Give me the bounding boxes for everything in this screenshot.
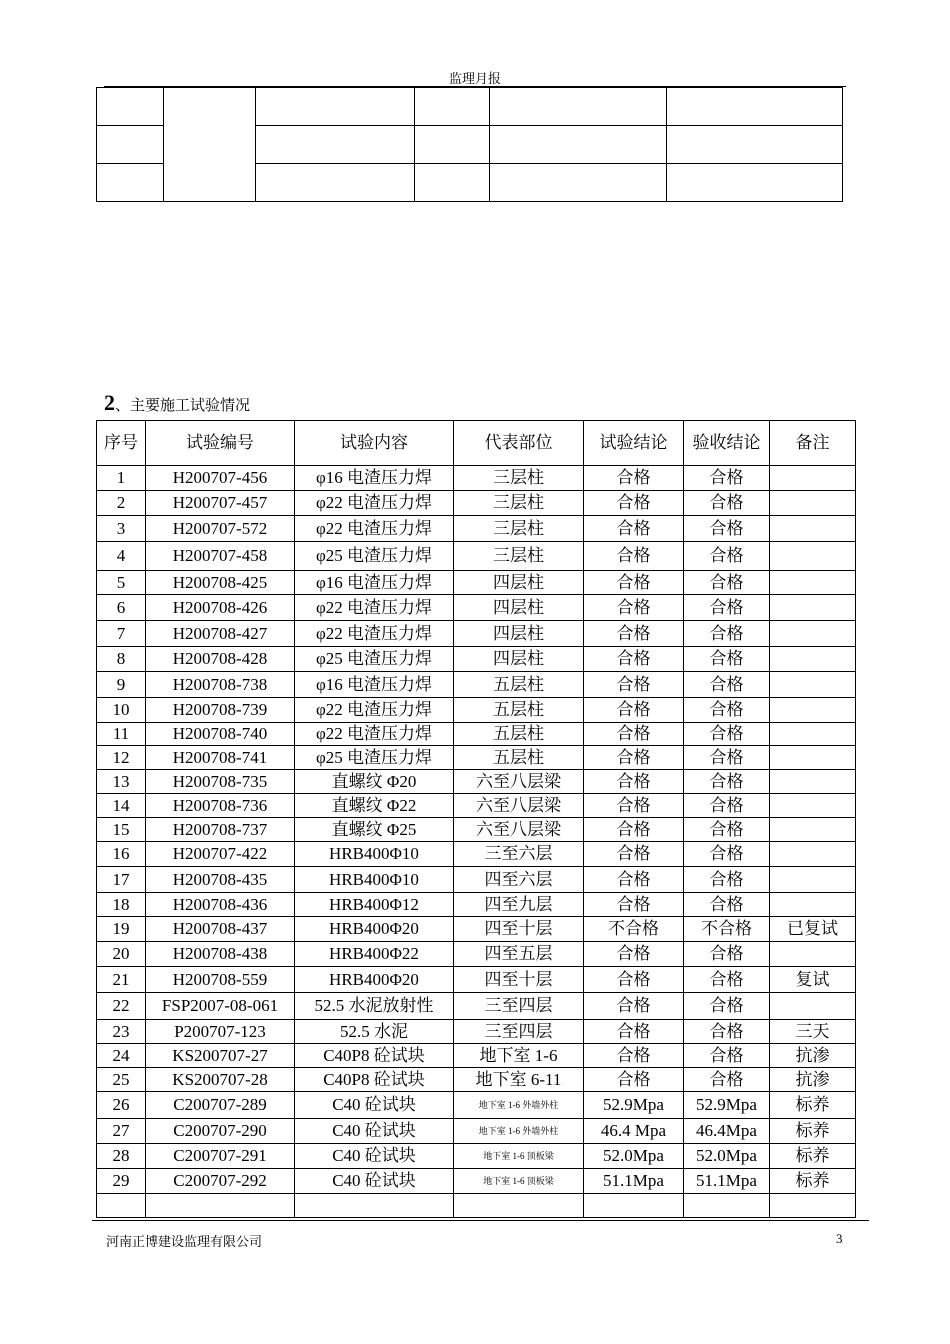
header-seq: 序号 <box>97 421 146 466</box>
cell-acceptance: 合格 <box>684 466 770 491</box>
cell-location: 地下室 1-6 顶板梁 <box>454 1144 584 1169</box>
cell-test-result: 合格 <box>584 723 684 746</box>
cell-location: 地下室 1-6 <box>454 1044 584 1068</box>
cell-remarks: 标养 <box>770 1169 856 1194</box>
cell-test-number: H200708-428 <box>146 647 295 672</box>
cell-test-number: H200708-438 <box>146 942 295 967</box>
cell-test-number: P200707-123 <box>146 1020 295 1044</box>
cell-acceptance: 合格 <box>684 1020 770 1044</box>
cell-acceptance: 合格 <box>684 867 770 893</box>
test-results-table <box>96 420 856 1218</box>
cell-test-number: H200708-739 <box>146 698 295 723</box>
cell-test-content: φ16 电渣压力焊 <box>295 466 454 491</box>
section-title: 、主要施工试验情况 <box>115 398 251 414</box>
cell-remarks <box>770 942 856 967</box>
cell-remarks <box>770 818 856 842</box>
cell-remarks <box>770 647 856 672</box>
cell-remarks: 抗渗 <box>770 1044 856 1068</box>
cell-test-number: H200707-458 <box>146 542 295 571</box>
cell-test-number: H200708-437 <box>146 917 295 942</box>
cell-acceptance: 合格 <box>684 672 770 698</box>
cell-acceptance: 合格 <box>684 893 770 917</box>
cell-seq: 11 <box>97 723 146 746</box>
cell-remarks <box>770 491 856 516</box>
cell-acceptance: 合格 <box>684 818 770 842</box>
cell-remarks <box>770 672 856 698</box>
cell-test-number: C200707-290 <box>146 1119 295 1144</box>
table-row <box>97 1144 856 1169</box>
table-row <box>97 818 856 842</box>
table-row <box>97 746 856 770</box>
cell-location: 四至九层 <box>454 893 584 917</box>
cell-location: 三层柱 <box>454 516 584 542</box>
table-row <box>97 1119 856 1144</box>
cell-test-result: 合格 <box>584 571 684 595</box>
cell-test-result: 合格 <box>584 1020 684 1044</box>
cell-seq: 17 <box>97 867 146 893</box>
cell-remarks <box>770 723 856 746</box>
empty-cell <box>490 164 667 202</box>
table-row <box>97 1020 856 1044</box>
table-row <box>97 723 856 746</box>
cell-acceptance: 合格 <box>684 1044 770 1068</box>
table-row <box>97 794 856 818</box>
cell-test-result: 合格 <box>584 770 684 794</box>
cell-test-content: HRB400Φ22 <box>295 942 454 967</box>
cell-test-result: 合格 <box>584 1044 684 1068</box>
cell-test-content: HRB400Φ10 <box>295 867 454 893</box>
cell-acceptance: 合格 <box>684 842 770 867</box>
empty-cell <box>584 1194 684 1218</box>
cell-test-number: H200708-425 <box>146 571 295 595</box>
continued-table-fragment <box>96 87 843 202</box>
cell-remarks: 已复试 <box>770 917 856 942</box>
cell-location: 地下室 1-6 顶板梁 <box>454 1169 584 1194</box>
table-row <box>97 466 856 491</box>
cell-acceptance: 合格 <box>684 723 770 746</box>
cell-acceptance: 合格 <box>684 647 770 672</box>
cell-test-result: 46.4 Mpa <box>584 1119 684 1144</box>
empty-cell <box>415 126 490 164</box>
cell-test-result: 合格 <box>584 893 684 917</box>
cell-seq: 14 <box>97 794 146 818</box>
cell-test-result: 合格 <box>584 542 684 571</box>
cell-test-content: 直螺纹 Φ22 <box>295 794 454 818</box>
section-heading <box>104 390 250 416</box>
cell-seq: 25 <box>97 1068 146 1092</box>
cell-location: 四至十层 <box>454 917 584 942</box>
cell-location: 地下室 6-11 <box>454 1068 584 1092</box>
cell-test-content: C40 砼试块 <box>295 1119 454 1144</box>
cell-test-result: 52.9Mpa <box>584 1092 684 1119</box>
cell-test-content: 52.5 水泥 <box>295 1020 454 1044</box>
table-row <box>97 672 856 698</box>
cell-test-number: C200707-289 <box>146 1092 295 1119</box>
cell-test-content: φ25 电渣压力焊 <box>295 746 454 770</box>
cell-seq: 13 <box>97 770 146 794</box>
cell-test-content: φ22 电渣压力焊 <box>295 698 454 723</box>
cell-remarks <box>770 770 856 794</box>
empty-merged-cell <box>164 88 256 202</box>
cell-location: 三层柱 <box>454 542 584 571</box>
section-number: 2 <box>104 390 115 415</box>
cell-remarks <box>770 621 856 647</box>
cell-test-content: 直螺纹 Φ20 <box>295 770 454 794</box>
cell-test-content: φ22 电渣压力焊 <box>295 621 454 647</box>
empty-cell <box>490 88 667 126</box>
cell-seq: 21 <box>97 967 146 993</box>
table-row <box>97 1068 856 1092</box>
cell-seq: 16 <box>97 842 146 867</box>
cell-test-result: 合格 <box>584 842 684 867</box>
empty-cell <box>667 88 843 126</box>
cell-location: 四层柱 <box>454 595 584 621</box>
cell-test-number: H200708-426 <box>146 595 295 621</box>
cell-acceptance: 合格 <box>684 967 770 993</box>
cell-test-content: φ25 电渣压力焊 <box>295 542 454 571</box>
cell-acceptance: 合格 <box>684 698 770 723</box>
table-row <box>97 88 843 126</box>
cell-acceptance: 合格 <box>684 491 770 516</box>
cell-seq: 4 <box>97 542 146 571</box>
cell-test-number: H200707-456 <box>146 466 295 491</box>
empty-cell <box>97 164 164 202</box>
cell-test-result: 合格 <box>584 621 684 647</box>
cell-seq: 20 <box>97 942 146 967</box>
cell-test-result: 合格 <box>584 993 684 1020</box>
cell-location: 四至十层 <box>454 967 584 993</box>
cell-location: 三至四层 <box>454 993 584 1020</box>
cell-test-number: H200708-741 <box>146 746 295 770</box>
cell-test-number: H200708-559 <box>146 967 295 993</box>
cell-seq: 3 <box>97 516 146 542</box>
empty-cell <box>490 126 667 164</box>
empty-cell <box>97 1194 146 1218</box>
cell-acceptance: 不合格 <box>684 917 770 942</box>
header-test-number: 试验编号 <box>146 421 295 466</box>
cell-seq: 6 <box>97 595 146 621</box>
table-row <box>97 571 856 595</box>
empty-cell <box>97 126 164 164</box>
cell-acceptance: 合格 <box>684 542 770 571</box>
cell-test-result: 合格 <box>584 794 684 818</box>
cell-test-content: HRB400Φ20 <box>295 967 454 993</box>
table-row <box>97 1044 856 1068</box>
cell-seq: 24 <box>97 1044 146 1068</box>
cell-test-content: C40P8 砼试块 <box>295 1044 454 1068</box>
cell-location: 五层柱 <box>454 672 584 698</box>
cell-test-result: 52.0Mpa <box>584 1144 684 1169</box>
cell-test-result: 51.1Mpa <box>584 1169 684 1194</box>
cell-test-number: FSP2007-08-061 <box>146 993 295 1020</box>
cell-test-content: φ22 电渣压力焊 <box>295 595 454 621</box>
header-location: 代表部位 <box>454 421 584 466</box>
table-row <box>97 770 856 794</box>
empty-cell <box>295 1194 454 1218</box>
cell-seq: 10 <box>97 698 146 723</box>
cell-remarks <box>770 746 856 770</box>
cell-test-content: HRB400Φ12 <box>295 893 454 917</box>
cell-remarks <box>770 842 856 867</box>
cell-test-number: C200707-291 <box>146 1144 295 1169</box>
table-row <box>97 1169 856 1194</box>
header-remarks: 备注 <box>770 421 856 466</box>
cell-location: 四层柱 <box>454 621 584 647</box>
table-row <box>97 542 856 571</box>
cell-location: 地下室 1-6 外墙外柱 <box>454 1092 584 1119</box>
cell-acceptance: 合格 <box>684 595 770 621</box>
empty-cell <box>97 88 164 126</box>
empty-cell <box>667 126 843 164</box>
cell-location: 地下室 1-6 外墙外柱 <box>454 1119 584 1144</box>
cell-seq: 9 <box>97 672 146 698</box>
cell-location: 六至八层梁 <box>454 818 584 842</box>
cell-acceptance: 51.1Mpa <box>684 1169 770 1194</box>
cell-test-content: φ16 电渣压力焊 <box>295 571 454 595</box>
table-row <box>97 917 856 942</box>
cell-acceptance: 合格 <box>684 571 770 595</box>
cell-test-result: 合格 <box>584 647 684 672</box>
table-row <box>97 867 856 893</box>
cell-test-result: 合格 <box>584 942 684 967</box>
table-row <box>97 698 856 723</box>
cell-acceptance: 合格 <box>684 993 770 1020</box>
table-row <box>97 516 856 542</box>
empty-cell <box>415 164 490 202</box>
cell-test-number: H200708-737 <box>146 818 295 842</box>
cell-test-number: H200707-572 <box>146 516 295 542</box>
cell-test-result: 不合格 <box>584 917 684 942</box>
cell-test-number: C200707-292 <box>146 1169 295 1194</box>
cell-acceptance: 52.9Mpa <box>684 1092 770 1119</box>
cell-location: 五层柱 <box>454 746 584 770</box>
cell-remarks <box>770 542 856 571</box>
cell-location: 三层柱 <box>454 466 584 491</box>
cell-remarks <box>770 867 856 893</box>
cell-remarks <box>770 993 856 1020</box>
cell-remarks: 标养 <box>770 1092 856 1119</box>
cell-location: 四层柱 <box>454 571 584 595</box>
table-row <box>97 993 856 1020</box>
table-row <box>97 842 856 867</box>
cell-acceptance: 52.0Mpa <box>684 1144 770 1169</box>
table-row <box>97 1092 856 1119</box>
cell-acceptance: 合格 <box>684 794 770 818</box>
cell-test-number: H200708-740 <box>146 723 295 746</box>
cell-seq: 29 <box>97 1169 146 1194</box>
cell-seq: 2 <box>97 491 146 516</box>
cell-acceptance: 合格 <box>684 770 770 794</box>
cell-remarks <box>770 893 856 917</box>
empty-cell <box>415 88 490 126</box>
cell-remarks <box>770 571 856 595</box>
page-header-title: 监理月报 <box>448 71 501 86</box>
cell-test-content: HRB400Φ20 <box>295 917 454 942</box>
cell-test-result: 合格 <box>584 867 684 893</box>
cell-test-result: 合格 <box>584 967 684 993</box>
table-row <box>97 893 856 917</box>
cell-test-content: 直螺纹 Φ25 <box>295 818 454 842</box>
cell-test-content: φ25 电渣压力焊 <box>295 647 454 672</box>
cell-remarks: 三天 <box>770 1020 856 1044</box>
cell-test-number: KS200707-28 <box>146 1068 295 1092</box>
cell-test-content: 52.5 水泥放射性 <box>295 993 454 1020</box>
cell-acceptance: 合格 <box>684 1068 770 1092</box>
cell-test-result: 合格 <box>584 466 684 491</box>
cell-remarks: 复试 <box>770 967 856 993</box>
cell-location: 六至八层梁 <box>454 770 584 794</box>
cell-seq: 15 <box>97 818 146 842</box>
cell-seq: 28 <box>97 1144 146 1169</box>
table-row <box>97 942 856 967</box>
cell-acceptance: 合格 <box>684 746 770 770</box>
footer-company: 河南正博建设监理有限公司 <box>106 1234 263 1249</box>
table-row <box>97 621 856 647</box>
empty-cell <box>684 1194 770 1218</box>
empty-cell <box>454 1194 584 1218</box>
cell-test-result: 合格 <box>584 1068 684 1092</box>
cell-test-number: H200708-738 <box>146 672 295 698</box>
cell-acceptance: 合格 <box>684 516 770 542</box>
cell-test-content: φ22 电渣压力焊 <box>295 723 454 746</box>
cell-seq: 18 <box>97 893 146 917</box>
cell-seq: 23 <box>97 1020 146 1044</box>
cell-test-result: 合格 <box>584 516 684 542</box>
cell-test-number: H200708-427 <box>146 621 295 647</box>
cell-test-result: 合格 <box>584 746 684 770</box>
table-row <box>97 967 856 993</box>
cell-seq: 8 <box>97 647 146 672</box>
cell-remarks: 标养 <box>770 1119 856 1144</box>
header-test-content: 试验内容 <box>295 421 454 466</box>
cell-test-number: H200708-736 <box>146 794 295 818</box>
cell-remarks <box>770 516 856 542</box>
cell-acceptance: 46.4Mpa <box>684 1119 770 1144</box>
cell-seq: 1 <box>97 466 146 491</box>
cell-acceptance: 合格 <box>684 942 770 967</box>
cell-test-number: H200707-422 <box>146 842 295 867</box>
cell-location: 四层柱 <box>454 647 584 672</box>
cell-seq: 27 <box>97 1119 146 1144</box>
cell-test-content: φ22 电渣压力焊 <box>295 491 454 516</box>
cell-remarks <box>770 595 856 621</box>
cell-test-content: φ16 电渣压力焊 <box>295 672 454 698</box>
cell-test-content: HRB400Φ10 <box>295 842 454 867</box>
empty-cell <box>256 126 415 164</box>
cell-test-result: 合格 <box>584 491 684 516</box>
cell-test-result: 合格 <box>584 818 684 842</box>
cell-test-result: 合格 <box>584 595 684 621</box>
cell-location: 三至四层 <box>454 1020 584 1044</box>
cell-seq: 19 <box>97 917 146 942</box>
empty-cell <box>256 164 415 202</box>
cell-test-number: H200708-435 <box>146 867 295 893</box>
table-row <box>97 647 856 672</box>
cell-seq: 12 <box>97 746 146 770</box>
table-header-row <box>97 421 856 466</box>
cell-test-content: φ22 电渣压力焊 <box>295 516 454 542</box>
cell-test-result: 合格 <box>584 698 684 723</box>
cell-location: 三层柱 <box>454 491 584 516</box>
cell-remarks <box>770 794 856 818</box>
header-test-result: 试验结论 <box>584 421 684 466</box>
cell-seq: 7 <box>97 621 146 647</box>
cell-location: 三至六层 <box>454 842 584 867</box>
cell-acceptance: 合格 <box>684 621 770 647</box>
cell-remarks <box>770 698 856 723</box>
empty-cell <box>667 164 843 202</box>
cell-location: 五层柱 <box>454 698 584 723</box>
cell-test-number: KS200707-27 <box>146 1044 295 1068</box>
cell-test-content: C40 砼试块 <box>295 1092 454 1119</box>
cell-location: 四至六层 <box>454 867 584 893</box>
cell-location: 四至五层 <box>454 942 584 967</box>
empty-cell <box>256 88 415 126</box>
cell-location: 五层柱 <box>454 723 584 746</box>
footer-rule <box>92 1220 869 1221</box>
header-acceptance: 验收结论 <box>684 421 770 466</box>
cell-test-number: H200708-436 <box>146 893 295 917</box>
cell-remarks: 抗渗 <box>770 1068 856 1092</box>
table-row <box>97 595 856 621</box>
cell-location: 六至八层梁 <box>454 794 584 818</box>
cell-seq: 22 <box>97 993 146 1020</box>
cell-remarks: 标养 <box>770 1144 856 1169</box>
cell-remarks <box>770 466 856 491</box>
cell-test-content: C40 砼试块 <box>295 1169 454 1194</box>
page-number: 3 <box>836 1231 843 1246</box>
cell-test-result: 合格 <box>584 672 684 698</box>
cell-test-number: H200707-457 <box>146 491 295 516</box>
empty-cell <box>770 1194 856 1218</box>
cell-seq: 5 <box>97 571 146 595</box>
empty-cell <box>146 1194 295 1218</box>
cell-test-content: C40P8 砼试块 <box>295 1068 454 1092</box>
cell-seq: 26 <box>97 1092 146 1119</box>
table-row-empty <box>97 1194 856 1218</box>
cell-test-content: C40 砼试块 <box>295 1144 454 1169</box>
cell-test-number: H200708-735 <box>146 770 295 794</box>
table-row <box>97 491 856 516</box>
